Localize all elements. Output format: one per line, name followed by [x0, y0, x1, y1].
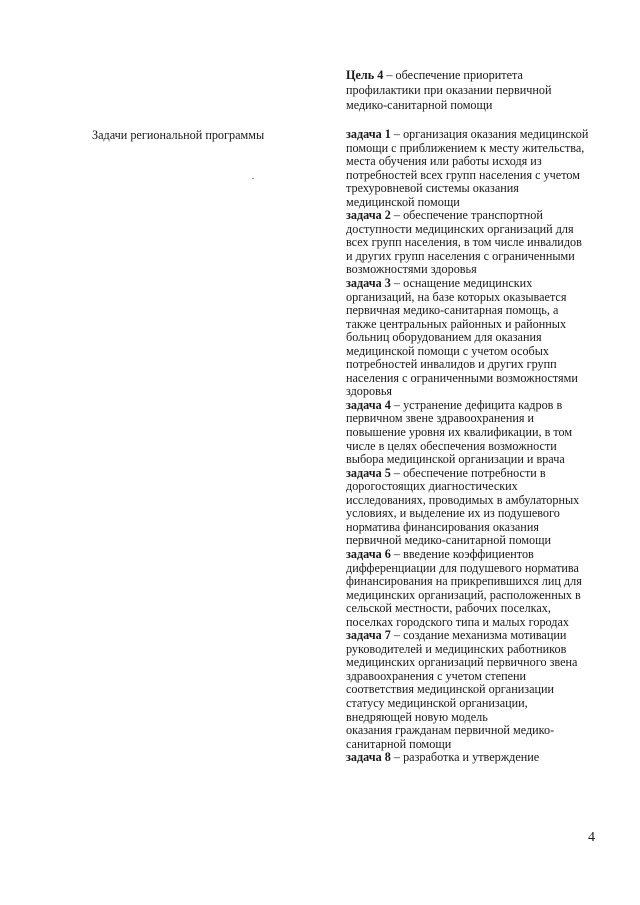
task-text: – обеспечение потребности в [390, 465, 546, 480]
task-label: задача 4 [346, 397, 391, 412]
task-text: – организация оказания медицинской [390, 127, 589, 141]
task-line: исследованиях, проводимых в амбулаторных [346, 492, 580, 507]
task-item [346, 399, 611, 467]
task-label: задача 7 [346, 628, 391, 643]
goal-line: медико-санитарной помощи [346, 98, 493, 112]
task-item [346, 467, 611, 548]
task-line [346, 399, 611, 413]
task-item [346, 751, 611, 765]
task-line: потребностей инвалидов и других групп [346, 357, 557, 372]
goal-line: Цель 4 – обеспечение приоритета [346, 68, 523, 82]
task-line: внедряющей новую модель [346, 709, 488, 724]
task-label: задача 5 [346, 465, 391, 480]
task-line: норматива финансирования оказания [346, 519, 539, 534]
task-line: организаций, на базе которых оказывается [346, 289, 567, 304]
task-label: задача 1 [346, 127, 391, 141]
scan-speck [252, 178, 254, 179]
task-line: доступности медицинских организаций для [346, 221, 574, 236]
task-line: условиях, и выделение их из подушевого [346, 506, 560, 521]
task-item [346, 128, 611, 209]
task-text: – разработка и утверждение [390, 750, 540, 765]
task-line: повышение уровня их квалификации, в том [346, 425, 573, 440]
task-label: задача 6 [346, 546, 391, 561]
task-line: помощи с приближением к месту жительства, [346, 140, 585, 155]
task-line: здравоохранения с учетом степени [346, 668, 527, 683]
task-text: – создание механизма мотивации [390, 628, 567, 643]
task-line: больниц оборудованием для оказания [346, 330, 542, 345]
goal-heading [346, 68, 596, 113]
task-line: места обучения или работы исходя из [346, 154, 542, 169]
task-item [346, 277, 611, 399]
task-line: и других групп населения с ограниченными [346, 248, 575, 263]
page-number: 4 [588, 830, 595, 845]
task-line: санитарной помощи [346, 736, 452, 751]
task-line [346, 467, 611, 481]
task-line: сельской местности, рабочих поселках, [346, 601, 551, 616]
task-line [346, 277, 611, 291]
task-line [346, 751, 611, 765]
section-label: Задачи региональной программы [92, 128, 265, 142]
goal-line: профилактики при оказании первичной [346, 83, 552, 97]
task-line: медицинской помощи с учетом особых [346, 343, 550, 358]
task-line: руководителей и медицинских работников [346, 641, 567, 656]
task-line: первичная медико-санитарная помощь, а [346, 303, 559, 318]
task-text: – обеспечение транспортной [390, 208, 543, 223]
task-line: также центральных районных и районных [346, 316, 567, 331]
task-line: числе в целях обеспечения возможности [346, 438, 557, 453]
task-line [346, 629, 611, 643]
task-line: медицинских организаций первичного звена [346, 655, 578, 670]
task-item [346, 548, 611, 629]
task-line: трехуровневой системы оказания [346, 181, 519, 196]
task-line: потребностей всех групп населения с учетом [346, 167, 580, 182]
task-item [346, 209, 611, 277]
task-line: поселках городского типа и малых городах [346, 614, 570, 629]
task-label: задача 8 [346, 750, 391, 765]
task-label: задача 2 [346, 208, 391, 223]
task-line: финансирования на прикрепившихся лиц для [346, 574, 582, 589]
task-line: здоровья [346, 384, 392, 399]
task-text: – оснащение медицинских [390, 276, 533, 291]
task-line: населения с ограниченными возможностями [346, 370, 578, 385]
task-line [346, 128, 611, 142]
task-line: дифференциации для подушевого норматива [346, 560, 579, 575]
task-line: дорогостоящих диагностических [346, 479, 518, 494]
task-line: выбора медицинской организации и врача [346, 452, 565, 467]
task-line [346, 548, 611, 562]
task-line: первичном звене здравоохранения и [346, 411, 535, 426]
task-line: медицинских организаций, расположенных в [346, 587, 581, 602]
task-line: соответствия медицинской организации [346, 682, 555, 697]
task-label: задача 3 [346, 276, 391, 291]
goal-label: Цель 4 [346, 68, 384, 82]
task-line: статусу медицинской организации, [346, 695, 528, 710]
task-text: – устранение дефицита кадров в [390, 397, 563, 412]
task-line [346, 209, 611, 223]
task-item [346, 629, 611, 751]
task-line: первичной медико-санитарной помощи [346, 533, 552, 548]
task-line: возможностями здоровья [346, 262, 477, 277]
task-line: всех групп населения, в том числе инвалидов [346, 235, 582, 250]
task-line: оказания гражданам первичной медико- [346, 723, 555, 738]
task-text: – введение коэффициентов [390, 546, 534, 561]
task-list [346, 128, 611, 765]
task-line: медицинской помощи [346, 194, 460, 209]
